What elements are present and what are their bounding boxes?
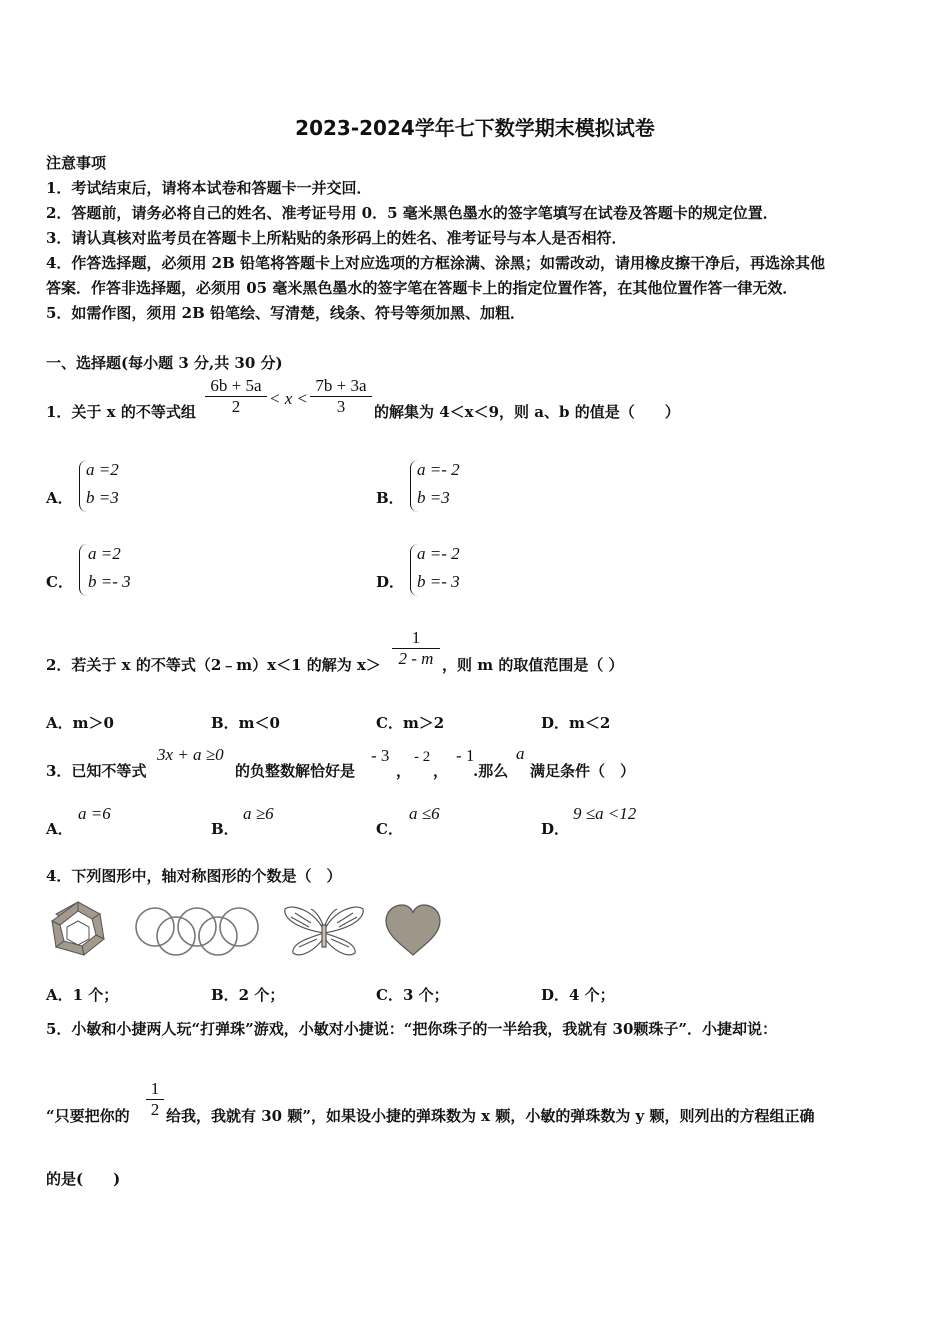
q1-option-b-label[interactable]: B． <box>376 489 404 507</box>
brace-icon <box>79 544 87 596</box>
section-heading: 一、选择题(每小题 3 分,共 30 分) <box>46 354 283 372</box>
notice-item-2: 2．答题前，请务必将自己的姓名、准考证号用 0．5 毫米黑色墨水的签字笔填写在试卷及答题卡的规定位置． <box>46 204 778 222</box>
q4-text: 4．下列图形中，轴对称图形的个数是（ ） <box>46 867 342 885</box>
q3-option-b-label[interactable]: B． <box>211 820 239 838</box>
q3-option-a-expr: a =6 <box>78 804 111 823</box>
olympic-rings-figure <box>131 905 267 957</box>
q3-option-c-label[interactable]: C． <box>376 820 403 838</box>
q1-option-b-system <box>417 456 460 512</box>
notice-item-4: 4．作答选择题，必须用 2B 铅笔将答题卡上对应选项的方框涂满、涂黑；如需改动，请用橡皮擦干净后，再选涂其他 <box>46 254 826 272</box>
q5-frac-numerator: 1 <box>150 1079 160 1098</box>
q1-option-d-system <box>417 540 460 596</box>
q5-line-2-prefix: “只要把你的 <box>46 1107 130 1125</box>
q4-option-b[interactable]: B．2 个； <box>211 986 285 1004</box>
q3-prefix: 3．已知不等式 <box>46 762 147 780</box>
q3-option-b-expr: a ≥6 <box>243 804 274 823</box>
q3-value-2: - 2 <box>414 749 431 765</box>
q5-frac-denominator: 2 <box>150 1100 160 1119</box>
notice-item-5: 5．如需作图，须用 2B 铅笔绘、写清楚，线条、符号等须加黑、加粗． <box>46 304 525 322</box>
q3-option-d-expr: 9 ≤a <12 <box>573 804 637 823</box>
q2-option-d[interactable]: D．m＜2 <box>541 714 611 732</box>
q5-line-2-suffix: 给我，我就有 30 颗”，如果设小捷的弹珠数为 x 颗，小敏的弹珠数为 y 颗，则列出的方程组正确 <box>166 1107 815 1125</box>
q1-fraction-left <box>205 376 267 417</box>
q2-frac-denominator: 2 - m <box>398 649 434 668</box>
q5-line-1: 5．小敏和小捷两人玩“打弹珠”游戏，小敏对小捷说：“把你珠子的一半给我，我就有 30颗珠子”．小捷却说： <box>46 1020 778 1038</box>
q1-option-b-row2: b =3 <box>417 488 450 507</box>
q3-separator-2: ， <box>433 762 449 780</box>
q3-inequality: 3x + a ≥0 <box>157 745 224 764</box>
q3-option-d-label[interactable]: D． <box>541 820 570 838</box>
q1-option-c-row2: b =- 3 <box>88 572 131 591</box>
q3-value-1: - 3 <box>371 746 390 765</box>
hexagon-knot-figure <box>44 899 112 961</box>
notice-item-1: 1．考试结束后，请将本试卷和答题卡一并交回． <box>46 179 372 197</box>
heart-figure <box>384 903 442 959</box>
q1-frac2-denominator: 3 <box>336 397 346 416</box>
q1-option-a-row1: a =2 <box>86 460 119 479</box>
q4-option-d[interactable]: D．4 个； <box>541 986 615 1004</box>
q3-option-a-label[interactable]: A． <box>46 820 73 838</box>
q1-frac2-numerator: 7b + 3a <box>315 376 367 395</box>
q2-option-b[interactable]: B．m＜0 <box>211 714 280 732</box>
q2-suffix: ，则 m 的取值范围是（ ） <box>442 656 624 674</box>
q1-option-d-label[interactable]: D． <box>376 573 405 591</box>
q1-option-a-system <box>86 456 119 512</box>
q2-option-a[interactable]: A．m＞0 <box>46 714 114 732</box>
q4-option-c[interactable]: C．3 个； <box>376 986 449 1004</box>
q2-option-c[interactable]: C．m＞2 <box>376 714 445 732</box>
q1-option-d-row1: a =- 2 <box>417 544 460 563</box>
q5-fraction <box>146 1079 164 1120</box>
q3-separator-1: ， <box>396 762 412 780</box>
q3-option-c-expr: a ≤6 <box>409 804 440 823</box>
butterfly-figure <box>281 903 367 961</box>
q1-option-b-row1: a =- 2 <box>417 460 460 479</box>
q3-value-3: - 1 <box>456 746 475 765</box>
q1-option-c-label[interactable]: C． <box>46 573 73 591</box>
q3-after: .那么 <box>473 762 509 780</box>
q5-line-3: 的是( ) <box>46 1170 121 1188</box>
q1-suffix: 的解集为 4＜x＜9，则 a、b 的值是（ ） <box>374 403 680 421</box>
q4-option-a[interactable]: A．1 个； <box>46 986 119 1004</box>
q1-frac1-numerator: 6b + 5a <box>210 376 262 395</box>
q3-middle: 的负整数解恰好是 <box>235 762 356 780</box>
q3-variable: a <box>516 744 525 763</box>
q1-fraction-right <box>310 376 372 417</box>
q1-option-c-row1: a =2 <box>88 544 121 563</box>
q1-option-d-row2: b =- 3 <box>417 572 460 591</box>
q1-frac1-denominator: 2 <box>231 397 241 416</box>
q1-option-c-system <box>88 540 131 596</box>
q2-prefix: 2．若关于 x 的不等式（2﹣m）x＜1 的解为 x＞ <box>46 656 381 674</box>
q1-prefix: 1．关于 x 的不等式组 <box>46 403 196 421</box>
notice-heading: 注意事项 <box>46 154 107 172</box>
q1-middle: < x < <box>269 389 308 408</box>
page-title: 2023-2024学年七下数学期末模拟试卷 <box>295 116 655 140</box>
q1-option-a-row2: b =3 <box>86 488 119 507</box>
q2-frac-numerator: 1 <box>411 628 421 647</box>
q1-option-a-label[interactable]: A． <box>46 489 73 507</box>
notice-item-4-cont: 答案．作答非选择题，必须用 05 毫米黑色墨水的签字笔在答题卡上的指定位置作答，在其他位置作答一律无效． <box>46 279 798 297</box>
q3-suffix: 满足条件（ ） <box>530 762 636 780</box>
notice-item-3: 3．请认真核对监考员在答题卡上所粘贴的条形码上的姓名、准考证号与本人是否相符． <box>46 229 627 247</box>
q2-fraction <box>392 628 440 669</box>
